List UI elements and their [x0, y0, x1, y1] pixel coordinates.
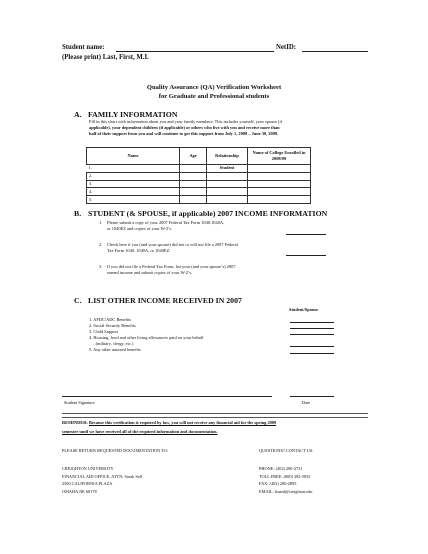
tax-form-checkbox-line[interactable]: [286, 234, 326, 235]
row-number[interactable]: 5.: [87, 196, 180, 204]
col-name: Name: [87, 148, 180, 165]
address-line: CREIGHTON UNIVERSITY: [62, 466, 114, 471]
page-title: Quality Assurance (QA) Verification Worksheet: [146, 84, 282, 91]
no-filing-check-line[interactable]: [286, 255, 326, 256]
col-relationship: Relationship: [207, 148, 248, 165]
list-item: 4. Housing, food and other living allowances paid on your behalf: [89, 335, 204, 340]
section-b-heading: [74, 209, 327, 218]
reminder: [62, 420, 276, 426]
section-b-title: STUDENT (& SPOUSE, if applicable) 2007 INCOME INFORMATION: [88, 209, 328, 218]
college-cell[interactable]: [248, 172, 311, 180]
date-label: Date: [302, 400, 311, 405]
income-item-2: [99, 242, 238, 253]
relationship-cell: Student: [207, 165, 248, 173]
list-item: 2. Social Security Benefits: [89, 323, 136, 328]
address-line: 2500 CALIFORNIA PLAZA: [62, 481, 113, 487]
divider: [62, 413, 368, 418]
other-income-list: [89, 317, 203, 353]
item-line: Check here if you (and your spouse) did not or will not file a 2007 Federal: [107, 242, 238, 247]
item-line: Please submit a copy of your 2007 Federal Tax Form 1040,1040A,: [107, 220, 225, 225]
section-b-letter: B.: [74, 209, 82, 218]
date-line[interactable]: [290, 396, 334, 397]
item-line: earned income and submit copies of your W-2’s.: [107, 270, 193, 275]
section-a-title: FAMILY INFORMATION: [88, 110, 178, 119]
item-line: or 1040EZ and copies of your W-2’s.: [107, 226, 173, 231]
college-cell[interactable]: [248, 165, 311, 173]
section-a-heading: [74, 110, 177, 119]
other-benefits-amount-field[interactable]: [290, 353, 334, 354]
print-hint: (Please print) Last, First, M.I.: [62, 54, 149, 61]
afdc-amount-field[interactable]: [290, 322, 334, 323]
student-name-label: Student name:: [62, 44, 105, 51]
fax: FAX: (402) 280-2895: [259, 481, 297, 487]
table-row: [87, 165, 311, 173]
list-item: 1. AFDC/ADC Benefits: [89, 317, 132, 322]
reminder-label: REMINDER:: [62, 420, 88, 425]
phone: PHONE: (402) 280-2731: [259, 466, 303, 471]
row-number[interactable]: 1.: [87, 165, 180, 173]
family-table: [86, 147, 311, 204]
netid-field[interactable]: [302, 51, 368, 52]
age-cell[interactable]: [180, 188, 207, 196]
item-line: Tax Form 1040, 1040A, or 1040EZ.: [107, 248, 171, 253]
relationship-cell[interactable]: [207, 172, 248, 180]
student-name-field[interactable]: [116, 51, 274, 52]
contact-info: [259, 465, 312, 495]
questions-label: QUESTIONS? CONTACT US:: [259, 448, 314, 453]
list-item: 3. Child Support: [89, 329, 119, 334]
income-item-3: [99, 264, 236, 275]
netid-label: NetID:: [276, 44, 297, 51]
item-number: 2.: [99, 242, 103, 247]
relationship-cell[interactable]: [207, 196, 248, 204]
reminder-line-1: Because this verification is required by law, you will not receive any financial aid for the spring 2009: [88, 420, 277, 425]
age-cell[interactable]: [180, 196, 207, 204]
reminder-line-2: semester until we have received all of the required information and documentation.: [62, 429, 218, 434]
college-cell[interactable]: [248, 188, 311, 196]
age-cell[interactable]: [180, 165, 207, 173]
row-number[interactable]: 3.: [87, 180, 180, 188]
section-c-heading: [74, 296, 242, 305]
row-number[interactable]: 4.: [87, 188, 180, 196]
address-line: OMAHA NE 68178: [62, 488, 97, 494]
table-row: [87, 188, 311, 196]
income-item-1: [99, 220, 225, 231]
child-support-amount-field[interactable]: [290, 334, 334, 335]
table-row: [87, 196, 311, 204]
relationship-cell[interactable]: [207, 188, 248, 196]
toll-free: TOLL FREE: (800) 282-5835: [259, 473, 311, 479]
address-line: FINANCIAL AID OFFICE, ATTN: Sarah Sell: [62, 473, 143, 479]
housing-amount-field[interactable]: [290, 346, 334, 347]
section-a-instructions: [89, 119, 282, 136]
page-subtitle: for Graduate and Professional students: [158, 93, 270, 100]
instruction-line: half of their support from you and will continue to get this support from July 1, 2008 – June 30, 2009.: [89, 130, 279, 136]
table-row: [87, 172, 311, 180]
mailing-address: [62, 465, 142, 495]
social-security-amount-field[interactable]: [290, 328, 334, 329]
college-cell[interactable]: [248, 196, 311, 204]
table-header-row: [87, 148, 311, 165]
instruction-line: Fill in this chart with information about you and your family members. This includes yourself, your spouse (if: [89, 119, 283, 124]
email-link[interactable]: EMAIL: finaid@creighton.edu: [259, 488, 313, 494]
list-item: 5. Any other untaxed benefits: [89, 347, 141, 352]
return-docs-label: PLEASE RETURN REQUESTED DOCUMENTATION TO:: [62, 448, 168, 453]
list-item: (military, clergy, etc.): [89, 341, 134, 346]
student-signature-label: Student Signature: [64, 400, 95, 405]
col-age: Age: [180, 148, 207, 165]
signature-line[interactable]: [62, 396, 272, 397]
col-college: Name of College Enrolled in 2008/09: [248, 148, 311, 165]
item-line: If you did not file a Federal Tax Form, list your (and your spouse’s) 2007: [107, 264, 236, 269]
relationship-cell[interactable]: [207, 180, 248, 188]
college-cell[interactable]: [248, 180, 311, 188]
item-number: 3.: [99, 264, 103, 269]
section-a-letter: A.: [74, 110, 82, 119]
age-cell[interactable]: [180, 180, 207, 188]
item-number: 1.: [99, 220, 103, 225]
table-row: [87, 180, 311, 188]
section-c-letter: C.: [74, 296, 82, 305]
row-number[interactable]: 2.: [87, 172, 180, 180]
section-c-title: LIST OTHER INCOME RECEIVED IN 2007: [88, 296, 242, 305]
student-spouse-label: Student/Spouse: [289, 307, 319, 312]
instruction-line: applicable), your dependent children (if applicable) or others who live with you and receive more than: [89, 124, 280, 130]
age-cell[interactable]: [180, 172, 207, 180]
